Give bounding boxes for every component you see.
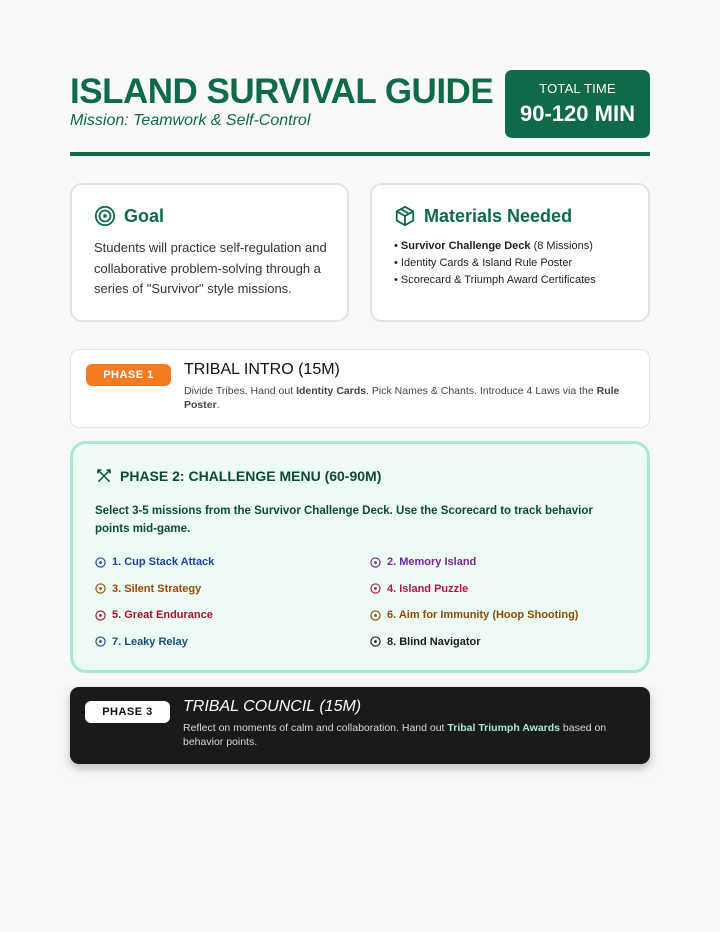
phase-3-description: Reflect on moments of calm and collaboration. Hand out Tribal Triumph Awards based on behavior points. [183,722,607,748]
target-icon [95,636,106,647]
mission-item [95,583,201,595]
swords-icon [95,467,113,485]
phase-1-card [70,349,650,428]
phase-3-badge: PHASE 3 [85,701,170,723]
total-time-badge [505,70,650,138]
mission-label: 6. Aim for Immunity (Hoop Shooting) [387,609,579,621]
target-icon [370,636,381,647]
materials-list [394,238,596,289]
mission-item [95,636,188,648]
mission-label: 3. Silent Strategy [112,582,202,595]
phase-2-intro: Select 3-5 missions from the Survivor Challenge Deck. Use the Scorecard to track behavior points mid-game. [95,505,593,535]
materials-title: Materials Needed [424,205,573,226]
phase-3-card [70,687,650,764]
phase-2-card [70,441,650,673]
mission-item [370,583,468,595]
materials-card [370,183,650,322]
target-icon [370,557,381,568]
target-icon [370,610,381,621]
target-icon [94,205,116,227]
header [70,70,650,155]
mission-label: 2. Memory Island [387,556,477,568]
target-icon [95,610,106,621]
mission-item [370,636,481,648]
target-icon [370,583,381,594]
materials-item: • Scorecard & Triumph Award Certificates [394,272,596,289]
page-title: ISLAND SURVIVAL GUIDE [70,72,494,111]
total-time-label: TOTAL TIME [539,81,616,96]
goal-title: Goal [124,205,165,226]
goal-text: Students will practice self-regulation and collaborative problem-solving through a series of "Survivor" style missions. [94,240,327,296]
mission-item [95,609,213,621]
phase-1-badge: PHASE 1 [86,364,171,386]
phase-2-title: PHASE 2: CHALLENGE MENU (60-90M) [120,468,382,484]
mission-item [370,556,476,568]
mission-label: 7. Leaky Relay [112,635,188,648]
mission-item [370,609,578,621]
mission-label: 1. Cup Stack Attack [112,556,215,568]
mission-label: 8. Blind Navigator [387,635,481,648]
header-divider [70,152,650,156]
mission-item [95,556,214,568]
target-icon [95,557,106,568]
mission-label: 5. Great Endurance [112,609,213,621]
materials-item: • Survivor Challenge Deck (8 Missions) [394,238,596,255]
phase-1-title: TRIBAL INTRO (15M) [184,361,340,378]
mission-label: 4. Island Puzzle [387,582,469,595]
materials-item: • Identity Cards & Island Rule Poster [394,255,596,272]
page-subtitle: Mission: Teamwork & Self-Control [70,112,311,129]
box-icon [394,205,416,227]
total-time-value: 90-120 MIN [520,101,635,126]
phase-3-title: TRIBAL COUNCIL (15M) [183,698,362,715]
phase-1-description: Divide Tribes. Hand out Identity Cards. Pick Names & Chants. Introduce 4 Laws via the Rule Poster. [184,385,620,411]
goal-card [70,183,349,322]
target-icon [95,583,106,594]
